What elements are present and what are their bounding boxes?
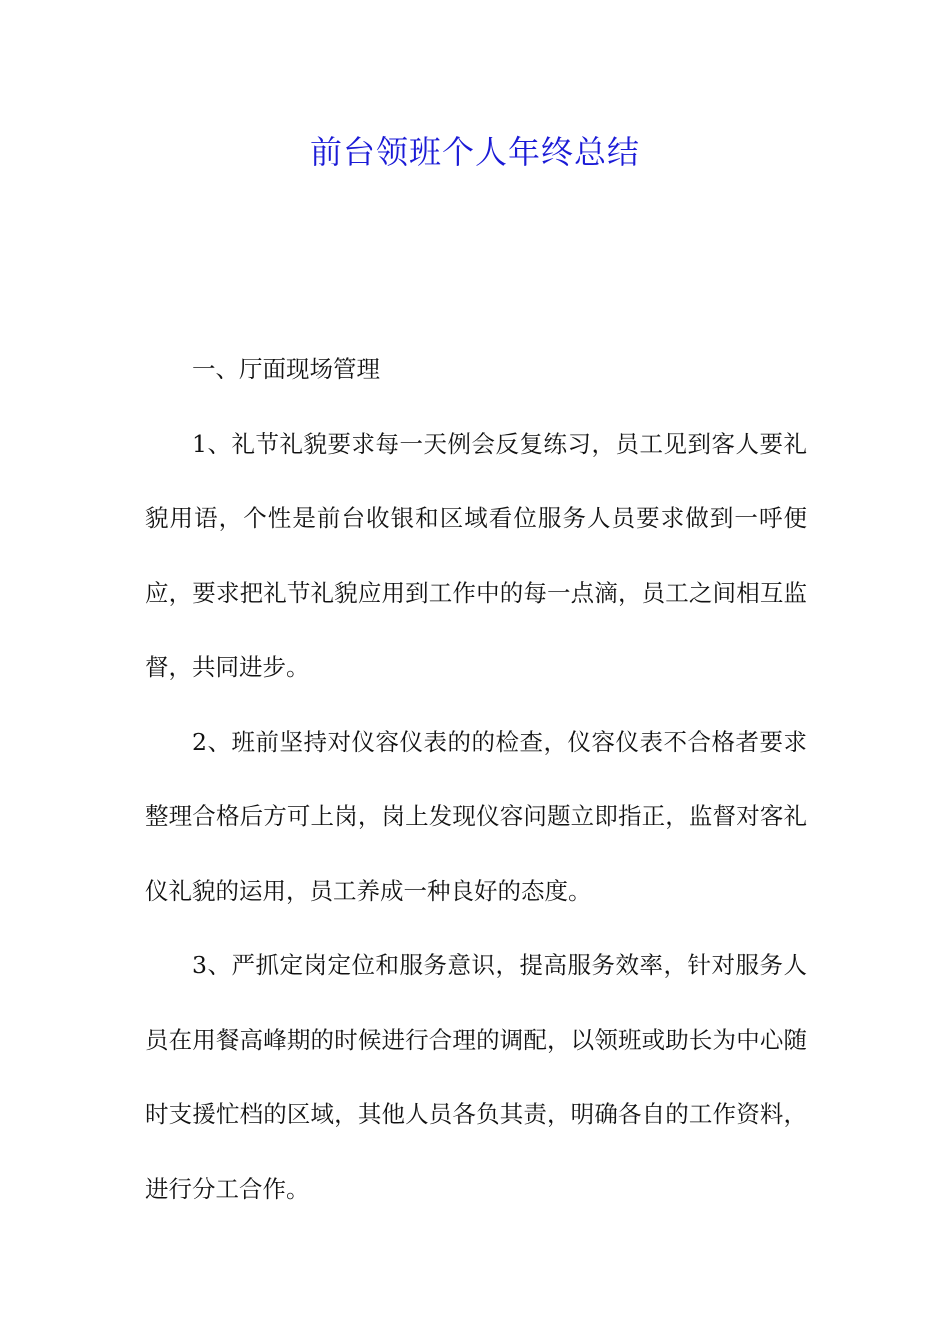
section-heading-hall-management: 一、厅面现场管理 — [192, 355, 380, 383]
paragraph-etiquette: 1、礼节礼貌要求每一天例会反复练习，员工见到客人要礼貌用语，个性是前台收银和区域看位服务人员要求做到一呼便应，要求把礼节礼貌应用到工作中的每一点滴，员工之间相互监督，共同进步。 — [145, 429, 807, 681]
document-body — [145, 332, 807, 1226]
document-title: 前台领班个人年终总结 — [309, 133, 640, 171]
paragraph-service-efficiency: 3、严抓定岗定位和服务意识，提高服务效率，针对服务人员在用餐高峰期的时候进行合理的调配，以领班或助长为中心随时支援忙档的区域，其他人员各负其责，明确各自的工作资料，进行分工合作。 — [145, 951, 807, 1203]
paragraph-appearance-check: 2、班前坚持对仪容仪表的的检查，仪容仪表不合格者要求整理合格后方可上岗，岗上发现仪容问题立即指正，监督对客礼仪礼貌的运用，员工养成一种良好的态度。 — [145, 727, 807, 905]
